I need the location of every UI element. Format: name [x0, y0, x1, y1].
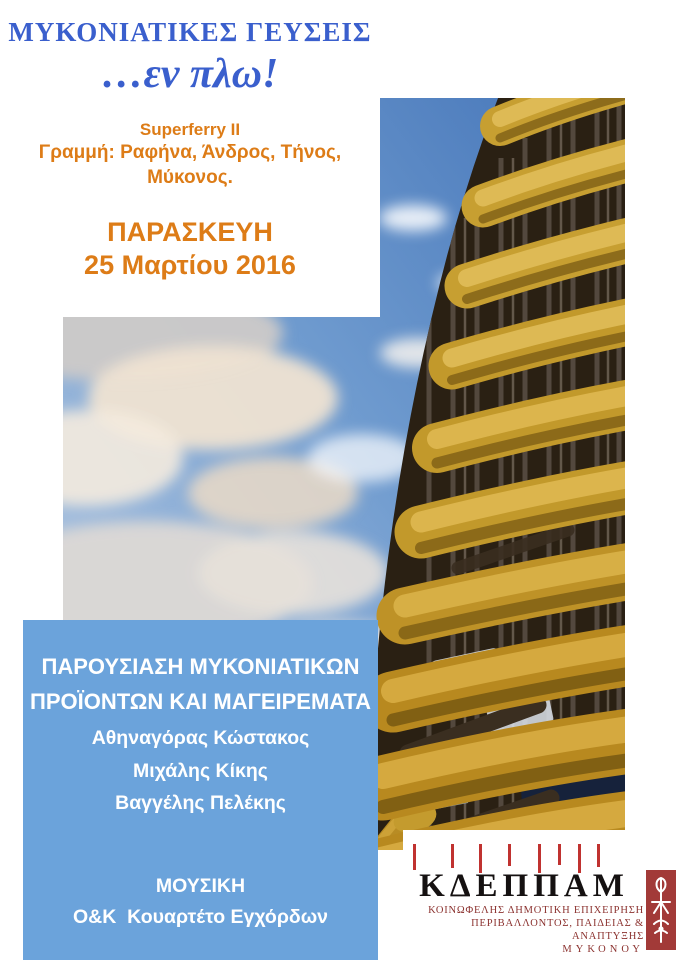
- chef-name: Αθηναγόρας Κώστακος: [91, 727, 310, 749]
- logo-tick: [597, 844, 600, 867]
- logo-acronym: ΚΔΕΠΠΑΜ: [419, 868, 629, 904]
- poster-subtitle: …εν πλω!: [101, 51, 279, 97]
- ferry-route-line1: Γραμμή: Ραφήνα, Άνδρος, Τήνος,: [38, 142, 342, 163]
- chef-name: Βαγγέλης Πελέκης: [115, 792, 286, 814]
- event-date: 25 Μαρτίου 2016: [84, 250, 296, 280]
- music-label: ΜΟΥΣΙΚΗ: [155, 874, 246, 897]
- header-block: [0, 0, 380, 317]
- event-panel: [23, 620, 378, 960]
- logo-tick: [508, 844, 511, 866]
- kdeppam-emblem-icon: [646, 870, 676, 950]
- event-day: ΠΑΡΑΣΚΕΥΗ: [107, 217, 273, 247]
- chef-name: Μιχάλης Κίκης: [133, 759, 268, 782]
- logo-tick: [413, 844, 416, 870]
- logo-line3: ΜΥΚΟΝΟΥ: [562, 944, 644, 955]
- panel-heading-line1: ΠΑΡΟΥΣΙΑΣΗ ΜΥΚΟΝΙΑΤΙΚΩΝ: [41, 654, 360, 679]
- logo-line1: ΚΟΙΝΩΦΕΛΗΣ ΔΗΜΟΤΙΚΗ ΕΠΙΧΕΙΡΗΣΗ: [428, 905, 644, 916]
- logo-line2: ΠΕΡΙΒΑΛΛΟΝΤΟΣ, ΠΑΙΔΕΙΑΣ & ΑΝΑΠΤΥΞΗΣ: [471, 918, 644, 942]
- logo-tick: [558, 844, 561, 865]
- ferry-route-line2: Μύκονος.: [147, 167, 233, 188]
- music-act: Ο&Κ Κουαρτέτο Εγχόρδων: [72, 905, 329, 928]
- panel-heading-line2: ΠΡΟΪΟΝΤΩΝ ΚΑΙ ΜΑΓΕΙΡΕΜΑΤΑ: [29, 689, 372, 714]
- ferry-name: Superferry II: [139, 120, 241, 139]
- poster-title: ΜΥΚΟΝΙΑΤΙΚΕΣ ΓΕΥΣΕΙΣ: [8, 17, 372, 47]
- logo-tick: [451, 844, 454, 868]
- kdeppam-logo: [403, 830, 680, 960]
